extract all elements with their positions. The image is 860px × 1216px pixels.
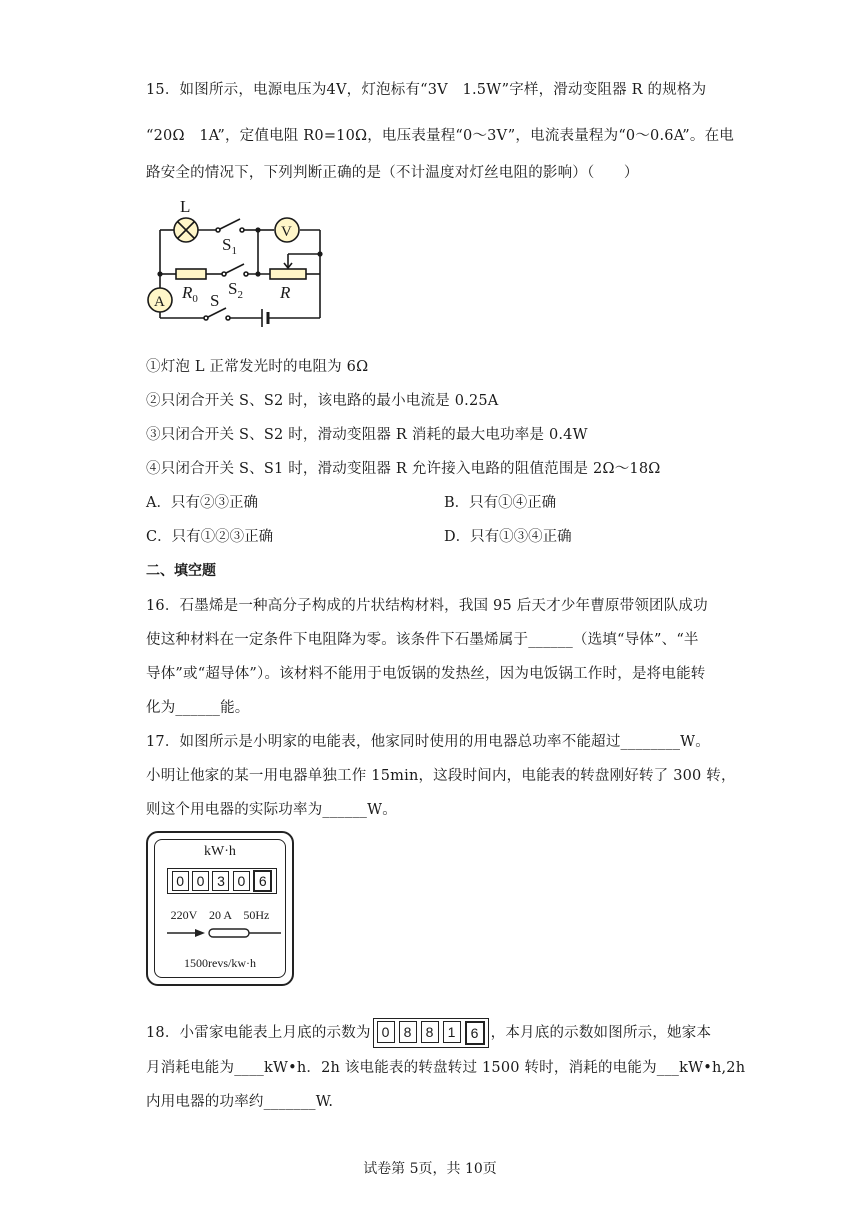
ammeter-label: A (154, 294, 165, 310)
q18-line3: 内用电器的功率约_______W. (146, 1094, 334, 1110)
meter-dial-indicator (165, 926, 285, 940)
q15-option-a: A．只有②③正确 (146, 495, 258, 511)
meter-unit: kW·h (204, 844, 236, 859)
q17-line3: 则这个用电器的实际功率为______W。 (146, 802, 397, 818)
meter-digit: 0 (233, 871, 250, 891)
meter-digit: 0 (172, 871, 189, 891)
q18-line1 (146, 1018, 711, 1048)
meter-digit: 3 (212, 871, 229, 891)
s2-label: $S_2$ (228, 279, 243, 301)
q17-line2: 小明让他家的某一用电器单独工作 15min，这段时间内，电能表的转盘刚好转了 300 转， (146, 768, 736, 784)
meter-specs: 220V 20 A 50Hz (170, 908, 270, 922)
q16-line3: 导体”或“超导体”）。该材料不能用于电饭锅的发热丝，因为电饭锅工作时，是将电能转 (146, 666, 706, 682)
lamp-label: L (180, 197, 191, 216)
q15-statement-4: ④只闭合开关 S、S1 时，滑动变阻器 R 允许接入电路的阻值范围是 2Ω～18Ω (146, 461, 661, 477)
q18-meter-reading (373, 1018, 489, 1048)
q18-digit: 6 (465, 1021, 485, 1045)
section-title: 二、填空题 (146, 563, 216, 579)
q18-prefix: 18．小雷家电能表上月底的示数为 (146, 1025, 371, 1041)
s-label: S (210, 291, 220, 310)
q15-statement-1: ①灯泡 L 正常发光时的电阻为 6Ω (146, 359, 369, 375)
meter-digit: 6 (253, 870, 272, 892)
q18-line2: 月消耗电能为____kW•h．2h 该电能表的转盘转过 1500 转时，消耗的电能为___kW•h,2h (146, 1060, 746, 1076)
q15-option-c: C．只有①②③正确 (146, 529, 274, 545)
q15-option-b: B．只有①④正确 (444, 495, 557, 511)
q17-line1: 17．如图所示是小明家的电能表，他家同时使用的用电器总功率不能超过________W。 (146, 734, 710, 750)
q15-line1: 15．如图所示，电源电压为4V，灯泡标有“3V 1.5W”字样，滑动变阻器 R 的规格为 (146, 82, 707, 98)
q15-option-d: D．只有①③④正确 (444, 529, 572, 545)
meter-digit: 0 (192, 871, 209, 891)
page-footer: 试卷第 5页，共 10页 (363, 1161, 497, 1177)
q18-digit: 8 (399, 1021, 417, 1043)
circuit-diagram (140, 192, 340, 332)
q15-line3: 路安全的情况下，下列判断正确的是（不计温度对灯丝电阻的影响）（ ） (146, 165, 639, 181)
q18-suffix: ，本月底的示数如图所示，她家本 (490, 1025, 712, 1041)
meter-digits (167, 868, 277, 894)
voltmeter-label: V (281, 224, 292, 240)
q15-line2: “20Ω 1A”，定值电阻 R0=10Ω，电压表量程“0～3V”，电流表量程为“0～0.6A”。在电 (146, 128, 734, 144)
q15-statement-3: ③只闭合开关 S、S2 时，滑动变阻器 R 消耗的最大电功率是 0.4W (146, 427, 588, 443)
q18-digit: 0 (377, 1021, 395, 1043)
r0-label: $R_0$ (182, 283, 198, 305)
q16-line1: 16．石墨烯是一种高分子构成的片状结构材料，我国 95 后天才少年曹原带领团队成功 (146, 598, 708, 614)
r-label: R (280, 283, 291, 302)
q18-digit: 1 (443, 1021, 461, 1043)
q18-digit: 8 (421, 1021, 439, 1043)
q15-statement-2: ②只闭合开关 S、S2 时，该电路的最小电流是 0.25A (146, 393, 499, 409)
q16-line2: 使这种材料在一定条件下电阻降为零。该条件下石墨烯属于______（选填“导体”、“半 (146, 632, 699, 648)
electric-meter (146, 831, 294, 986)
meter-revs: 1500revs/kw·h (184, 956, 256, 970)
q16-line4: 化为______能。 (146, 700, 250, 716)
s1-label: $S_1$ (222, 235, 237, 257)
